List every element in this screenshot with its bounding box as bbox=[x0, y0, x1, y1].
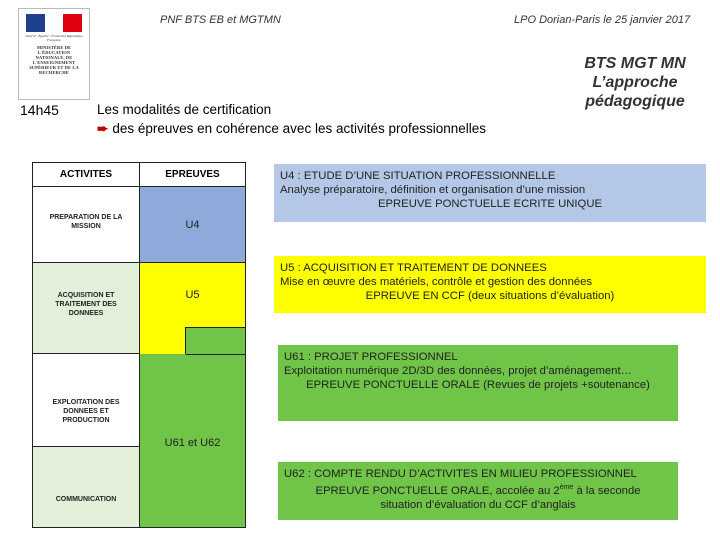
block-u4-line2: Analyse préparatoire, définition et organisation d’une mission bbox=[280, 184, 586, 196]
block-u62-sup: ème bbox=[559, 484, 574, 491]
block-u62 bbox=[278, 462, 678, 520]
block-u4-line3: EPREUVE PONCTUELLE ECRITE UNIQUE bbox=[377, 198, 603, 210]
block-u61-line3: EPREUVE PONCTUELLE ORALE (Revues de projets +soutenance) bbox=[306, 379, 650, 391]
block-u62-title: U62 : COMPTE RENDU D’ACTIVITES EN MILIEU PROFESSIONNEL bbox=[284, 468, 637, 480]
block-u5 bbox=[274, 256, 706, 313]
epreuve-u4-cell bbox=[140, 187, 245, 263]
subtitle-coherence-text: des épreuves en cohérence avec les activités professionnelles bbox=[112, 121, 487, 136]
header-left: PNF BTS EB et MGTMN bbox=[160, 14, 281, 26]
header-right: LPO Dorian-Paris le 25 janvier 2017 bbox=[514, 14, 691, 26]
block-u61 bbox=[278, 345, 678, 421]
activity-row-1 bbox=[33, 187, 140, 263]
table-header-activities: ACTIVITES bbox=[33, 163, 140, 187]
session-time: 14h45 bbox=[20, 102, 59, 118]
epreuve-u6-cell bbox=[140, 354, 245, 527]
arrow-right-icon: ➨ bbox=[97, 121, 109, 136]
epreuve-u4: U4 bbox=[185, 219, 200, 231]
activity-acquisition: ACQUISITION ET TRAITEMENT DES DONNEES bbox=[55, 292, 117, 317]
subtitle-certification: Les modalités de certification bbox=[97, 102, 272, 117]
block-u5-line2: Mise en œuvre des matériels, contrôle et gestion des données bbox=[280, 276, 593, 288]
epreuve-u5-notch bbox=[140, 327, 185, 354]
block-u62-line3: situation d’évaluation du CCF d’anglais bbox=[380, 498, 576, 511]
logo-text: MINISTÈRE DE L'ÉDUCATION NATIONALE, DE L'ENSEIGNEMENT SUPÉRIEUR ET DE LA RECHERCHE bbox=[29, 45, 79, 75]
activity-preparation: PREPARATION DE LA MISSION bbox=[49, 214, 123, 230]
french-flag-icon bbox=[26, 14, 82, 32]
epreuve-u61-u62: U61 et U62 bbox=[164, 437, 221, 449]
table-header-epreuves: EPREUVES bbox=[140, 163, 245, 187]
block-u5-line3: EPREUVE EN CCF (deux situations d’évaluation) bbox=[365, 290, 615, 302]
ministry-logo bbox=[18, 8, 90, 100]
block-u61-title: U61 : PROJET PROFESSIONNEL bbox=[284, 351, 458, 363]
activity-row-2 bbox=[33, 263, 140, 354]
block-u62-line2b: à la seconde bbox=[573, 484, 641, 497]
block-u61-line2: Exploitation numérique 2D/3D des données, projet d’aménagement… bbox=[284, 365, 632, 377]
activity-communication: COMMUNICATION bbox=[55, 496, 117, 503]
block-u4-title: U4 : ETUDE D’UNE SITUATION PROFESSIONNELLE bbox=[280, 170, 556, 182]
block-u62-line2a: EPREUVE PONCTUELLE ORALE, accolée au 2 bbox=[315, 484, 560, 497]
block-u5-title: U5 : ACQUISITION ET TRAITEMENT DE DONNEES bbox=[280, 262, 547, 274]
activities-table bbox=[32, 162, 246, 528]
activity-exploitation: EXPLOITATION DES DONNEES ET PRODUCTION bbox=[52, 399, 120, 424]
activity-row-4 bbox=[33, 447, 140, 527]
epreuve-u6-top bbox=[185, 327, 245, 354]
logo-motto: Liberté • Égalité • Fraternité République Française bbox=[25, 34, 83, 42]
epreuve-u5: U5 bbox=[185, 289, 200, 301]
epreuve-u6-joint bbox=[140, 354, 186, 355]
page-title: BTS MGT MN L’approche pédagogique bbox=[584, 55, 686, 110]
block-u4 bbox=[274, 164, 706, 222]
block-u62-line2 bbox=[284, 481, 672, 498]
activity-row-3 bbox=[33, 354, 140, 447]
subtitle-coherence bbox=[97, 121, 486, 137]
